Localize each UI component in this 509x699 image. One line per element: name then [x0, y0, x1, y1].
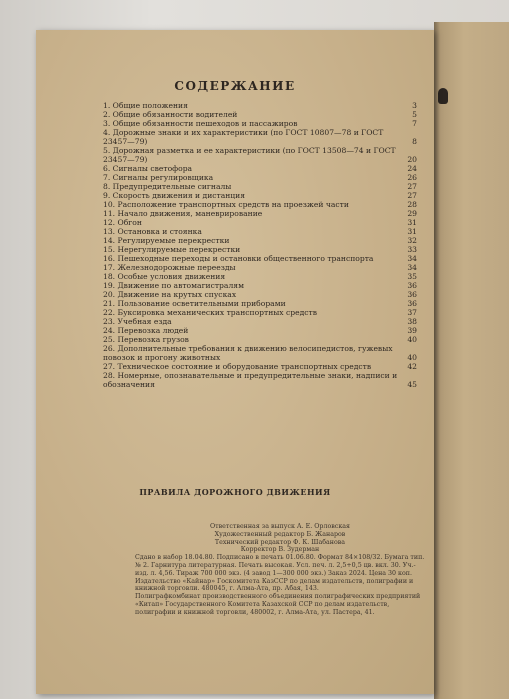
toc-entry-2: 2. Общие обязанности водителей 5 [103, 110, 417, 119]
facing-page-edge [434, 22, 509, 699]
toc-entry-21: 21. Пользование осветительными приборами 36 [103, 299, 417, 308]
toc-entry-15: 15. Нерегулируемые перекрестки 33 [103, 245, 417, 254]
print-details: Сдано в набор 18.04.80. Подписано в печать 01.06.80. Формат 84×108/32. Бумага тип. № 2. Гарнитура литературная. Печать высокая. Усл. печ. л. 2,5+0,5 цв. вкл. 30. Уч.-изд. л. 4,56. Тираж 700 000 экз. (4 завод 1—300 000 экз.) Заказ 2024. Цена 30 коп. [135, 554, 425, 577]
toc-entry-11: 11. Начало движения, маневрирование 29 [103, 209, 417, 218]
printer-info: Полиграфкомбинат производственного объединения полиграфических предприятий «Китап» Государственного Комитета Казахской ССР по делам издательств, полиграфии и книжной торговли, 480002, г. Алма-Ата, ул. Пастера, 41. [135, 593, 421, 616]
toc-entry-25: 25. Перевозка грузов 40 [103, 335, 417, 344]
toc-entry-19: 19. Движение по автомагистралям 36 [103, 281, 417, 290]
toc-entry-9: 9. Скорость движения и дистанция 27 [103, 191, 417, 200]
toc-entry-28: 28. Номерные, опознавательные и предупредительные знаки, надписи и обозначения 45 [103, 371, 417, 389]
toc-entry-8: 8. Предупредительные сигналы 27 [103, 182, 417, 191]
toc-entry-10: 10. Расположение транспортных средств на проезжей части 28 [103, 200, 417, 209]
toc-entry-14: 14. Регулируемые перекрестки 32 [103, 236, 417, 245]
toc-entry-16: 16. Пешеходные переходы и остановки общественного транспорта 34 [103, 254, 417, 263]
toc-entry-12: 12. Обгон 31 [103, 218, 417, 227]
book-title: ПРАВИЛА ДОРОЖНОГО ДВИЖЕНИЯ [139, 487, 331, 497]
toc-entry-20: 20. Движение на крутых спусках 36 [103, 290, 417, 299]
art-editor: Художественный редактор Б. Жанаров [214, 530, 346, 538]
table-of-contents [103, 101, 417, 389]
technical-editor: Технический редактор Ф. К. Шабанова [214, 538, 346, 546]
toc-entry-7: 7. Сигналы регулировщика 26 [103, 173, 417, 182]
proofreader: Корректор В. Зудерман [240, 546, 320, 554]
toc-entry-17: 17. Железнодорожные переезды 34 [103, 263, 417, 272]
toc-entry-26: 26. Дополнительные требования к движению велосипедистов, гужевых повозок и прогону животных 40 [103, 344, 417, 362]
toc-entry-6: 6. Сигналы светофора 24 [103, 164, 417, 173]
toc-entry-1: 1. Общие положения 3 [103, 101, 417, 110]
colophon [135, 523, 425, 617]
publisher-info: Издательство «Кайнар» Госкомитета КазССР по делам издательств, полиграфии и книжной торговли. 480045, г. Алма-Ата, пр. Абая, 143. [135, 577, 414, 593]
responsible-editor: Ответственная за выпуск А. Е. Орловская [209, 523, 350, 530]
toc-entry-3: 3. Общие обязанности пешеходов и пассажиров 7 [103, 119, 417, 128]
toc-entry-23: 23. Учебная езда 38 [103, 317, 417, 326]
toc-entry-22: 22. Буксировка механических транспортных средств 37 [103, 308, 417, 317]
toc-entry-18: 18. Особые условия движения 35 [103, 272, 417, 281]
toc-entry-5: 5. Дорожная разметка и ее характеристики (по ГОСТ 13508—74 и ГОСТ 23457—79) 20 [103, 146, 417, 164]
ink-mark [438, 88, 448, 104]
toc-entry-24: 24. Перевозка людей 39 [103, 326, 417, 335]
toc-entry-13: 13. Остановка и стоянка 31 [103, 227, 417, 236]
contents-title: СОДЕРЖАНИЕ [174, 79, 296, 93]
toc-entry-4: 4. Дорожные знаки и их характеристики (по ГОСТ 10807—78 и ГОСТ 23457—79) 8 [103, 128, 417, 146]
toc-entry-27: 27. Техническое состояние и оборудование транспортных средств 42 [103, 362, 417, 371]
